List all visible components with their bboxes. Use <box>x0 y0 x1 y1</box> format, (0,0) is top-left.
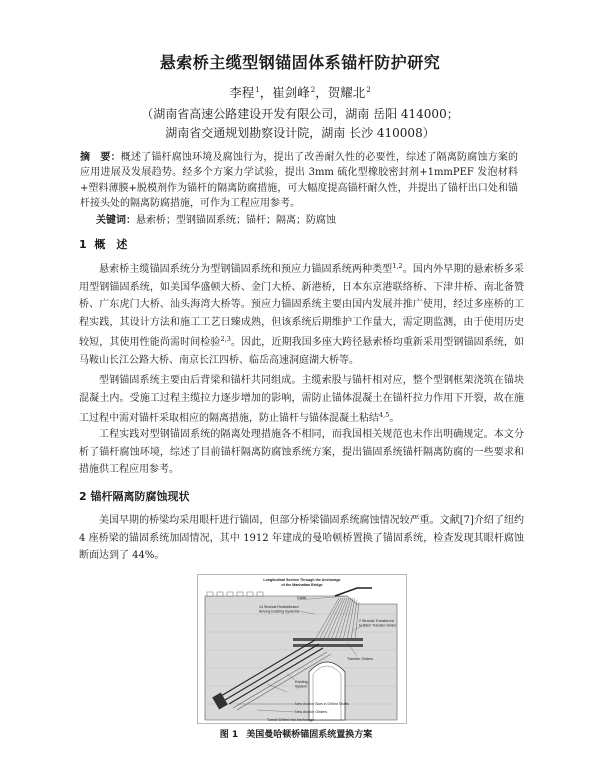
figure-caption <box>0 727 600 740</box>
transfer-girder <box>293 638 363 641</box>
body-paragraph: 工程实践对型钢锚固系统的隔离处理措施各不相同，而我国相关规范也未作出明确规定。本文分析了锚杆腐蚀环境，综述了目前锚杆隔离防腐蚀系统方案，提出锚固系统锚杆隔离防腐的一些要求和措施供工程应用参考。 <box>79 429 524 476</box>
figure-title-line: of the Manhattan Bridge <box>281 583 323 587</box>
figure-1 <box>197 574 407 724</box>
section-number: 2 <box>79 490 87 503</box>
label-new-anchor-bars: New Anchor Bars in Drilled Shafts <box>295 702 349 706</box>
label-new-anchor-girders: New Anchor Girders <box>295 710 328 714</box>
label-tunnel: Tunnel Drilled into Anchorage <box>267 718 315 722</box>
section-title: 锚杆隔离防腐蚀现状 <box>90 490 190 503</box>
label-existing-system: System <box>295 684 307 689</box>
body-paragraph: 型钢锚固系统主要由后背梁和锚杆共同组成。主缆索股与锚杆相对应，整个型钢框架浇筑在锚块混凝土内。受施工过程主缆拉力逐步增加的影响，需防止锚体混凝土在锚杆拉力作用下开裂，故在施工过程中需对锚杆采取相应的隔离措施，防止锚杆与锚体混凝土粘结$^{4,5}$。 <box>79 375 524 425</box>
section-heading <box>79 488 190 504</box>
author-affil-mark: 2 <box>366 86 371 94</box>
body-paragraph: 美国早期的桥梁均采用眼杆进行锚固，但部分桥梁锚固系统腐蚀情况较严重。文献[7]介绍了纽约 4 座桥梁的锚固系统加固情况，其中 1912 年建成的曼哈顿桥置换了锚固系统，检查发现其眼杆腐蚀断面达到了 44%。 <box>79 515 524 562</box>
citation-ref: 1,2 <box>392 262 403 270</box>
author-name: 崔剑峰 <box>272 85 310 100</box>
affiliation-line: （湖南省高速公路建设开发有限公司，湖南 岳阳 414000； <box>141 107 459 121</box>
label-transfer-girders: Transfer Girders <box>347 657 374 661</box>
label-existing-system: Existing <box>295 680 308 684</box>
keywords <box>96 211 516 226</box>
paper-title: 悬索桥主缆型钢锚固体系锚杆防护研究 <box>159 53 441 72</box>
figure-title-line: Longitudinal Section Through the Anchorage <box>263 578 341 582</box>
anchorage-section-drawing <box>197 574 407 724</box>
author-affil-mark: 1 <box>255 86 260 94</box>
section-number: 1 <box>79 238 87 251</box>
figure-number: 图 1 <box>219 730 239 740</box>
author-line: 李程$^1$，崔剑峰$^2$，贺耀北$^2$ <box>229 85 371 100</box>
affiliation-line: 湖南省交通规划勘察设计院，湖南 长沙 410008） <box>165 126 435 140</box>
citation-ref: 2,3 <box>220 335 231 344</box>
citation-ref: 4,5 <box>379 411 390 420</box>
abstract-text: 概述了锚杆腐蚀环境及腐蚀行为，提出了改善耐久性的必要性，综述了隔离防腐蚀方案的应用进展及发展趋势。经多个方案力学试验，提出 3mm 硫化型橡胶密封剂+1mmPEF 发泡材料+塑料薄膜+脱模剂作为锚杆的隔离防腐措施，可大幅度提高锚杆耐久性，并提出了锚杆出口处和锚杆接头处的隔离防腐措施，可作为工程应用参考。 <box>80 152 519 209</box>
section-title: 概 述 <box>94 238 128 251</box>
author-affil-mark: 2 <box>310 86 316 94</box>
author-name: 李程 <box>229 85 255 100</box>
label-strands-transferred: to Each Transfer Girder <box>359 623 397 628</box>
body-paragraph: 悬索桥主缆锚固系统分为型钢锚固系统和预应力锚固系统两种类型$^{1,2}$。国内外早期的悬索桥多采用型钢锚固系统，如美国华盛顿大桥、金门大桥、新港桥，日本东京港联络桥、下津井桥、南北备赞桥、广东虎门大桥、汕头海湾大桥等。预应力锚固系统主要由国内发展并推广使用，经过多座桥的工程实践，其设计方法和施工工艺日臻成熟，但该系统后期维护工作量大，需定期监测，由于使用历史较短，其使用性能尚需时间检验$^{2,3}$。因此，近期我国多座大跨径悬索桥均重新采用型钢锚固系统，如马鞍山长江公路大桥、南京长江四桥、临岳高速洞庭湖大桥等。 <box>79 262 525 366</box>
abstract <box>80 150 518 211</box>
label-cable: Cable <box>297 596 307 600</box>
label-strands-transferred: 2 Strands Transferred <box>359 619 394 623</box>
author-name: 贺耀北 <box>327 85 366 100</box>
keywords-text: 悬索桥；型钢锚固系统；锚杆；隔离；防腐蚀 <box>136 215 336 226</box>
figure-caption-text: 美国曼哈顿桥锚固系统置换方案 <box>246 730 373 740</box>
section-heading <box>79 236 127 252</box>
label-strands: 14 Strands Redistributed <box>259 605 299 609</box>
label-strands: Among Existing Systems <box>259 609 299 614</box>
keywords-label: 关键词： <box>96 215 136 226</box>
abstract-label: 摘 要： <box>80 152 121 163</box>
